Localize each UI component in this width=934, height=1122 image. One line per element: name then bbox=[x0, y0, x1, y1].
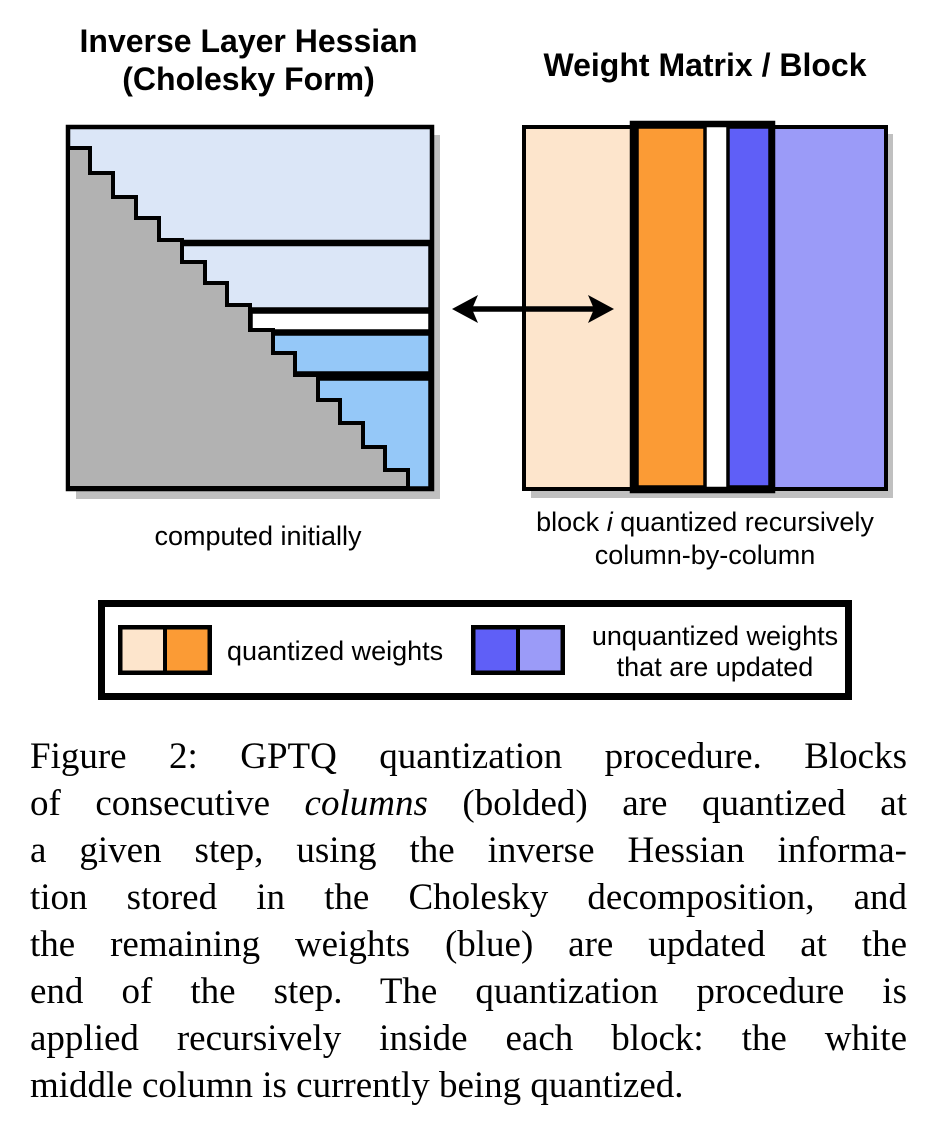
weight-block-unquantized-cols bbox=[728, 127, 770, 487]
figure-caption-line: end of the step. The quantization procedure is bbox=[30, 971, 907, 1012]
right-panel-caption bbox=[508, 506, 902, 572]
right-panel-title: Weight Matrix / Block bbox=[543, 47, 867, 83]
inverse-hessian-diagram bbox=[55, 115, 450, 510]
figure-caption-line: middle column is currently being quantized. bbox=[30, 1065, 684, 1106]
legend-quantized-label: quantized weights bbox=[227, 636, 444, 666]
left-panel-title bbox=[40, 22, 457, 98]
legend-box bbox=[98, 600, 852, 700]
right-panel-caption-line2: column-by-column bbox=[594, 540, 816, 570]
legend-swatch-unquantized bbox=[471, 625, 565, 675]
figure-caption-line: Figure 2: GPTQ quantization procedure. Blocks bbox=[30, 736, 907, 777]
legend-unquantized-label-line2: that are updated bbox=[616, 652, 814, 682]
figure-caption bbox=[30, 733, 907, 1109]
left-panel-title-line1: Inverse Layer Hessian bbox=[79, 23, 418, 59]
double-arrow-icon bbox=[445, 285, 625, 333]
legend-swatch-quantized-peach bbox=[123, 630, 164, 671]
figure-caption-line: tion stored in the Cholesky decomposition, and bbox=[30, 877, 907, 918]
left-panel-title-line2: (Cholesky Form) bbox=[122, 61, 375, 97]
legend-unquantized-label-line1: unquantized weights bbox=[591, 621, 839, 651]
legend-swatch-quantized-orange bbox=[167, 630, 208, 671]
figure-caption-line: applied recursively inside each block: the white bbox=[30, 1018, 907, 1059]
figure-caption-line: a given step, using the inverse Hessian informa- bbox=[30, 830, 907, 871]
hessian-band-current-white bbox=[251, 312, 430, 331]
figure-caption-line: of consecutive columns (bolded) are quantized at bbox=[30, 783, 907, 824]
left-panel-caption: computed initially bbox=[154, 521, 362, 551]
right-caption-post: quantized recursively bbox=[612, 507, 874, 537]
weight-block-quantized-cols bbox=[637, 127, 705, 487]
right-caption-italic-i: i bbox=[606, 507, 613, 537]
weight-col-unquantized-rest bbox=[772, 127, 886, 489]
legend-swatch-unquantized-indigo bbox=[476, 630, 517, 671]
figure-caption-line: the remaining weights (blue) are updated at the bbox=[30, 924, 907, 965]
right-panel-caption-line1 bbox=[508, 506, 902, 539]
right-caption-pre: block bbox=[536, 507, 607, 537]
legend-swatch-quantized bbox=[118, 625, 212, 675]
legend-swatch-unquantized-periwinkle bbox=[520, 630, 561, 671]
legend-unquantized-label bbox=[583, 621, 847, 683]
